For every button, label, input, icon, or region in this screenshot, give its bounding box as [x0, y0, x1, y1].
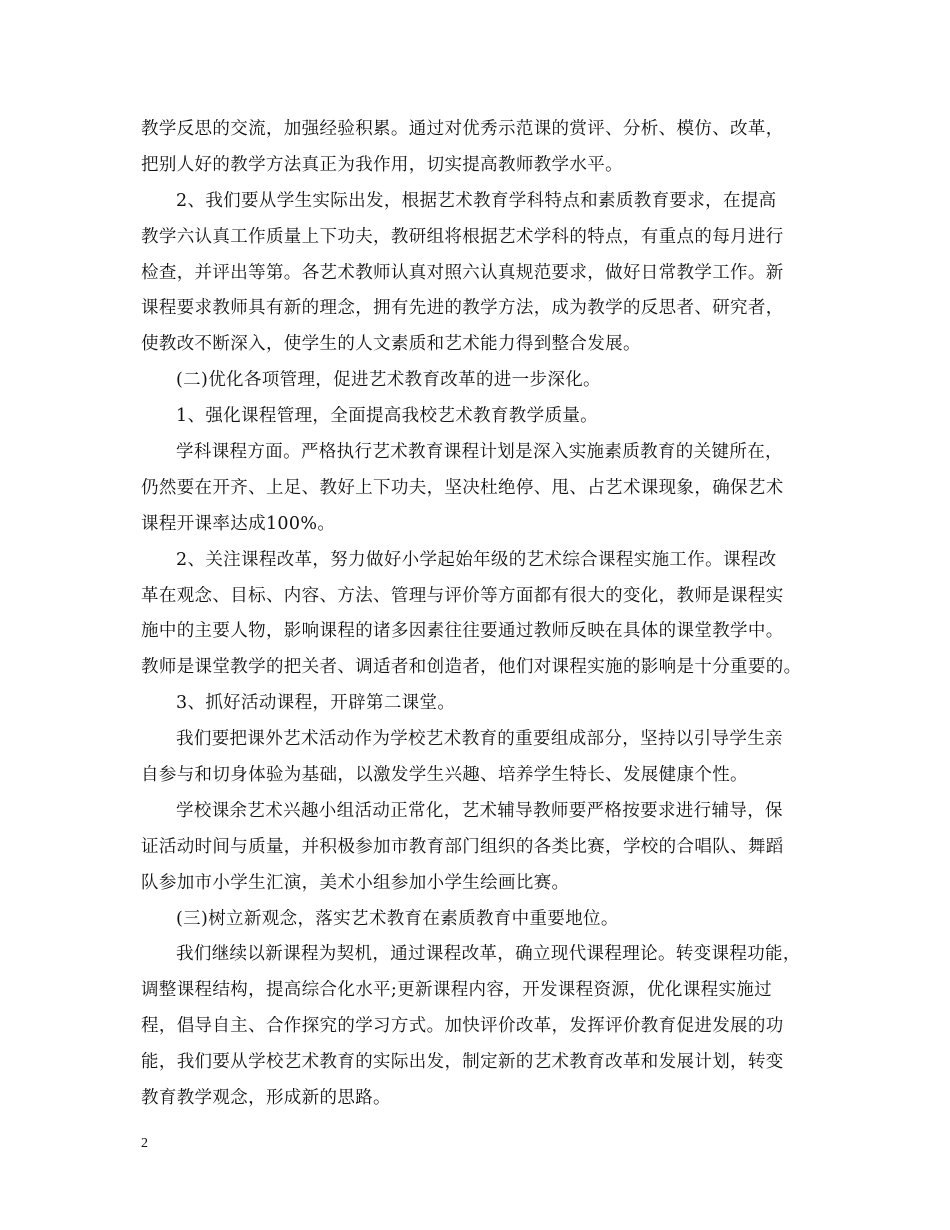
text-line: 仍然要在开齐、上足、教好上下功夫，坚决杜绝停、甩、占艺术课现象，确保艺术	[141, 477, 784, 498]
text-line: 3、抓好活动课程，开辟第二课堂。	[176, 693, 456, 714]
text-line: 程，倡导自主、合作探究的学习方式。加快评价改革，发挥评价教育促进发展的功	[141, 1016, 784, 1037]
text-line: 把别人好的教学方法真正为我作用，切实提高教师教学水平。	[141, 154, 623, 175]
text-line: 学校课余艺术兴趣小组活动正常化，艺术辅导教师要严格按要求进行辅导，保	[176, 800, 783, 821]
text-line: 课程要求教师具有新的理念，拥有先进的教学方法，成为教学的反思者、研究者，	[141, 298, 784, 319]
text-line: 队参加市小学生汇演，美术小组参加小学生绘画比赛。	[141, 872, 570, 893]
text-line: 2、我们要从学生实际出发，根据艺术教育学科特点和素质教育要求，在提高	[176, 190, 777, 211]
text-line: 我们要把课外艺术活动作为学校艺术教育的重要组成部分，坚持以引导学生亲	[176, 729, 783, 750]
text-line: 教师是课堂教学的把关者、调适者和创造者，他们对课程实施的影响是十分重要的。	[141, 657, 802, 678]
text-line: 学科课程方面。严格执行艺术教育课程计划是深入实施素质教育的关键所在，	[176, 442, 783, 463]
text-line: 检查，并评出等第。各艺术教师认真对照六认真规范要求，做好日常教学工作。新	[141, 262, 784, 283]
document-body	[141, 112, 821, 1117]
text-line: 证活动时间与质量，并积极参加市教育部门组织的各类比赛，学校的合唱队、舞蹈	[141, 836, 784, 857]
text-line: 1、强化课程管理，全面提高我校艺术教育教学质量。	[176, 406, 599, 427]
text-line: 能，我们要从学校艺术教育的实际出发，制定新的艺术教育改革和发展计划，转变	[141, 1052, 784, 1073]
text-line: 自参与和切身体验为基础，以激发学生兴趣、培养学生特长、发展健康个性。	[141, 765, 748, 786]
text-line: 课程开课率达成100%。	[141, 513, 336, 534]
text-line: (三)树立新观念，落实艺术教育在素质教育中重要地位。	[176, 908, 619, 929]
text-line: 教学反思的交流，加强经验积累。通过对优秀示范课的赏评、分析、模仿、改革，	[141, 119, 784, 139]
text-line: 2、关注课程改革，努力做好小学起始年级的艺术综合课程实施工作。课程改	[176, 549, 777, 570]
text-line: 教育教学观念，形成新的思路。	[141, 1088, 391, 1109]
text-line: 施中的主要人物，影响课程的诸多因素往往要通过教师反映在具体的课堂教学中。	[141, 621, 784, 642]
page-number: 2	[141, 1136, 148, 1151]
text-line: 教学六认真工作质量上下功夫，教研组将根据艺术学科的特点，有重点的每月进行	[141, 226, 784, 247]
text-line: 使教改不断深入，使学生的人文素质和艺术能力得到整合发展。	[141, 334, 641, 355]
text-line: 调整课程结构，提高综合化水平;更新课程内容，开发课程资源，优化课程实施过	[141, 980, 772, 1001]
text-line: 我们继续以新课程为契机，通过课程改革，确立现代课程理论。转变课程功能，	[176, 944, 801, 965]
text-line: (二)优化各项管理，促进艺术教育改革的进一步深化。	[176, 370, 601, 391]
text-line: 革在观念、目标、内容、方法、管理与评价等方面都有很大的变化，教师是课程实	[141, 585, 784, 606]
